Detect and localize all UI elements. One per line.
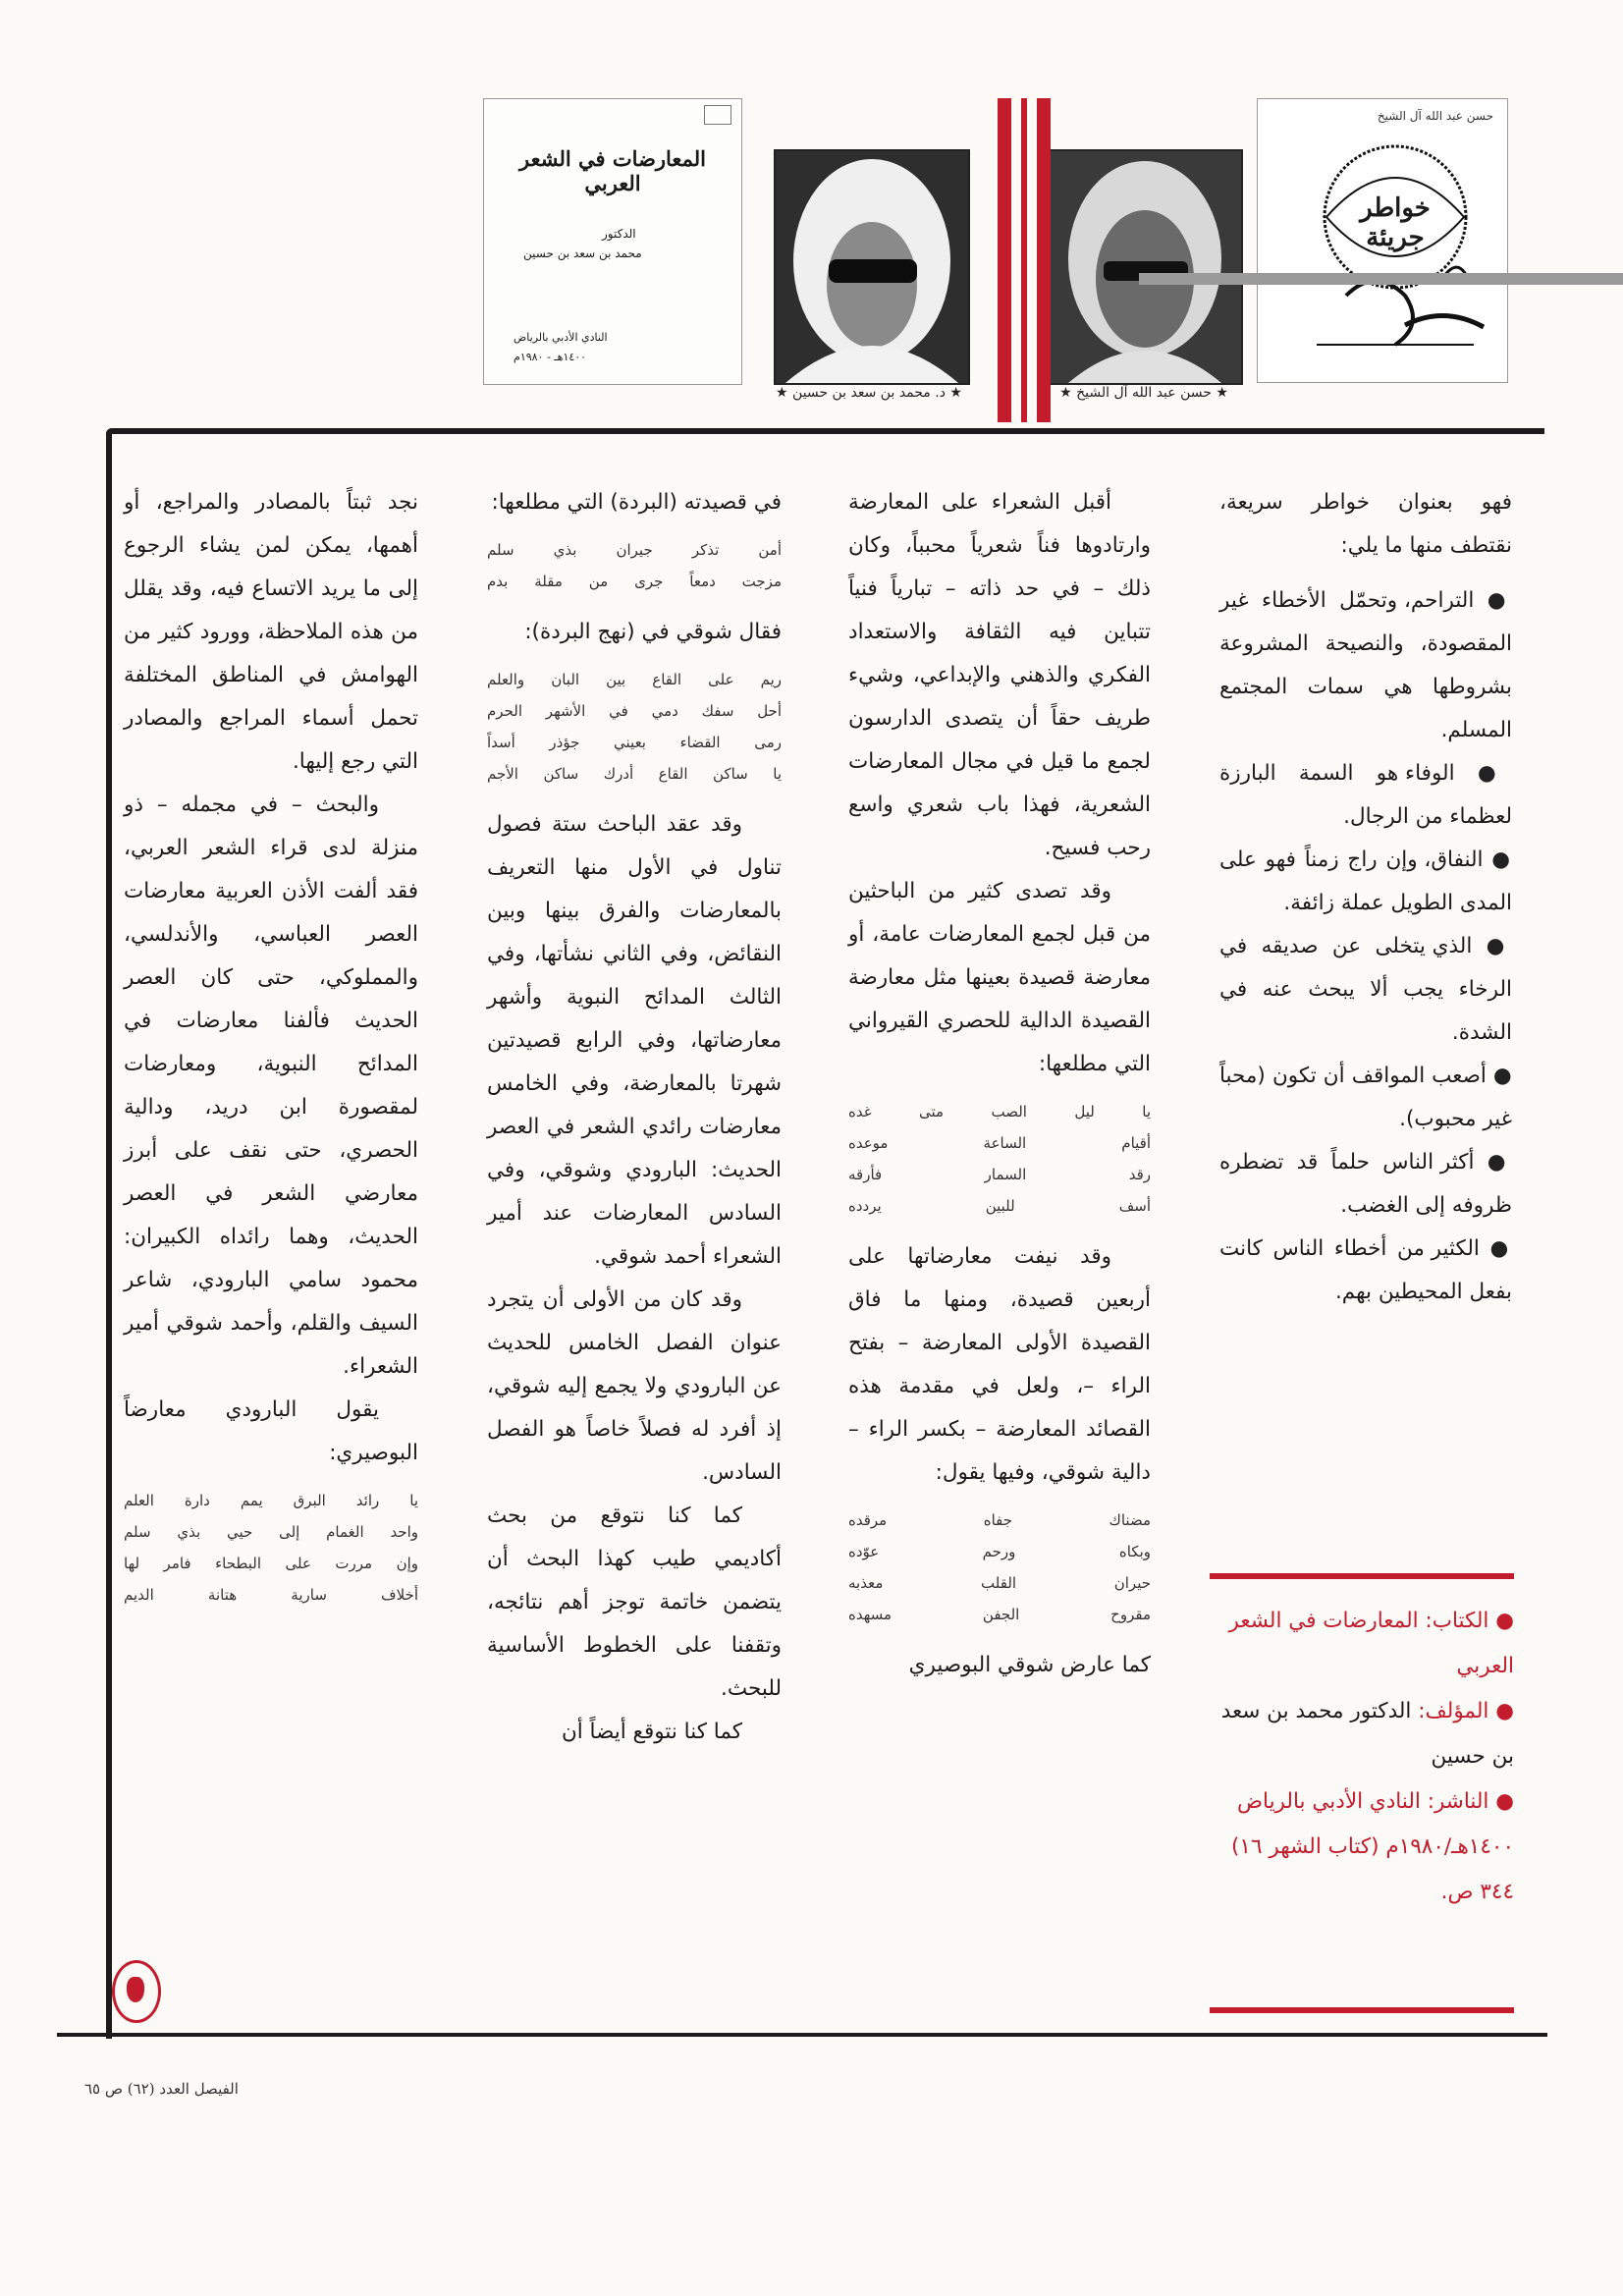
gray-rule <box>1139 273 1623 285</box>
cover-publisher: النادي الأدبي بالرياض <box>514 331 608 344</box>
portrait-image <box>776 151 968 383</box>
cover-emblem <box>704 105 731 125</box>
col2-paragraph: وقد تصدى كثير من الباحثين من قبل لجمع المعارضات عامة، أو معارضة قصيدة بعينها مثل معارضة القصيدة الدالية للحصري القيرواني التي مطلعها: <box>848 879 1151 1076</box>
col3-paragraph: في قصيدته (البردة) التي مطلعها: <box>491 490 782 515</box>
info-publisher: ● الناشر: النادي الأدبي بالرياض ١٤٠٠هـ/١٩٨٠م (كتاب الشهر ١٦) ٣٤٤ ص. <box>1231 1789 1514 1904</box>
cover-author: محمد بن سعد بن حسين <box>523 246 642 260</box>
bullet-icon: ● <box>1472 934 1512 958</box>
col2-paragraph: أقبل الشعراء على المعارضة وارتادوها فناً شعرياً محبباً، وكان ذلك – في حد ذاته – تبارياً فنياً تتباين فيه الثقافة والاستعداد الفكري والذهني والإبداعي، وشيء طريف حقاً أن يتصدى الدارسون لجمع ما قيل في مجال المعارضات الشعرية، فهذا باب شعري واسع رحب فسيح. <box>848 490 1151 860</box>
cover-author-label: الدكتور <box>602 227 636 241</box>
book-cover-khawatir <box>1257 98 1508 383</box>
red-divider-bars <box>988 98 1062 422</box>
col1-bullet: ● الكثير من أخطاء الناس كانت بفعل المحيطين بهم. <box>1219 1236 1512 1304</box>
col1-bullet: ● أكثر الناس حلماً قد تضطره ظروفه إلى الغضب. <box>1219 1150 1512 1218</box>
caption-right-pair: ★ حسن عبد الله آل الشيخ ★ <box>1059 385 1228 401</box>
col3-paragraph: وقد كان من الأولى أن يتجرد عنوان الفصل الخامس للحديث عن البارودي ولا يجمع إليه شوقي، إذ أفرد له فصلاً خاصاً هو الفصل السادس. <box>487 1287 782 1485</box>
cover-date: ١٤٠٠هـ - ١٩٨٠م <box>514 351 587 363</box>
frame-bottom-rule <box>57 2033 1547 2037</box>
bullet-icon: ● <box>1488 1699 1514 1723</box>
col1-bullet: ● أصعب المواقف أن تكون (محباً غير محبوب). <box>1219 1064 1512 1131</box>
col1-bullet: ● الوفاء هو السمة البارزة لعظماء من الرجال. <box>1219 761 1512 829</box>
book-info-box <box>1210 1573 1514 2013</box>
page-footer: الفيصل العدد (٦٢) ص ٦٥ <box>84 2080 239 2098</box>
frame-top-rule <box>106 428 1544 434</box>
portrait-image <box>1049 151 1241 383</box>
cover-top-text: حسن عبد الله آل الشيخ <box>1377 109 1493 123</box>
bullet-icon: ● <box>1454 761 1512 786</box>
bullet-icon: ● <box>1479 1236 1512 1261</box>
bullet-icon: ● <box>1474 1150 1512 1175</box>
column-3 <box>487 481 782 1754</box>
col3-verse-2: ريم على القاع بين البان والعلم أحل سفك دمي في الأشهر الحرم رمى القضاء بعيني جؤذر أسداً يا ساكن القاع أدرك ساكن الأجم <box>487 671 782 783</box>
col1-bullet: ● الذي يتخلى عن صديقه في الرخاء يجب ألا يبحث عنه في الشدة. <box>1219 934 1512 1045</box>
col4-paragraph: نجد ثبتاً بالمصادر والمراجع، أو أهمها، يمكن لمن يشاء الرجوع إلى ما يريد الاتساع فيه، وقد يقلل من هذه الملاحظة، وورود كثير من الهوامش في المناطق المختلفة تحمل أسماء المراجع والمصادر التي رجع إليها. <box>124 490 418 774</box>
info-book: ● الكتاب: المعارضات في الشعر العربي <box>1228 1609 1514 1678</box>
bullet-icon: ● <box>1486 1064 1512 1088</box>
col3-paragraph: وقد عقد الباحث ستة فصول تناول في الأول منها التعريف بالمعارضات والفرق بينها وبين النقائض، وفي الثاني نشأتها، وفي الثالث المدائح النبوية وأشهر معارضاتها، وفي الرابع قصيدتين شهرتا بالمعارضة، وفي الخامس معارضات رائدي الشعر في العصر الحديث: البارودي وشوقي، وفي السادس المعارضات عند أمير الشعراء أحمد شوقي. <box>487 812 782 1269</box>
col1-bullet: ● النفاق، وإن راج زمناً فهو على المدى الطويل عملة زائفة. <box>1219 847 1512 915</box>
page-marker-icon <box>112 1960 161 2023</box>
col2-verse-1: يا ليل الصب متى غده أقيام الساعة موعده رقد السمار فأرقه أسف للبين يردده <box>848 1103 1151 1215</box>
col2-verse-2: مضناك جفاه مرقده وبكاه ورحم عوّده حيران القلب معذبه مقروح الجفن مسهده <box>848 1511 1151 1623</box>
caption-left-pair: ★ د. محمد بن سعد بن حسين ★ <box>776 385 962 401</box>
cover-title: خواطر جريئة <box>1360 193 1431 252</box>
info-author: ● المؤلف: الدكتور محمد بن سعد بن حسين <box>1220 1699 1514 1769</box>
portrait-muhammad-bin-saad <box>774 149 970 385</box>
col4-paragraph: والبحث – في مجمله – ذو منزلة لدى قراء الشعر العربي، فقد ألفت الأذن العربية معارضات العصر العباسي، والأندلسي، والمملوكي، حتى كان العصر الحديث فألفنا معارضات في المدائح النبوية، ومعارضات لمقصورة ابن دريد، ودالية الحصري، حتى نقف على أبرز معارضي الشعر في العصر الحديث، وهما رائداه الكبيران: محمود سامي البارودي، شاعر السيف والقلم، وأحمد شوقي أمير الشعراء. <box>124 793 418 1379</box>
col1-bullet: ● التراحم، وتحمّل الأخطاء غير المقصودة، والنصيحة المشروعة بشروطها هي سمات المجتمع المسلم. <box>1219 588 1512 742</box>
col1-intro: فهو بعنوان خواطر سريعة، نقتطف منها ما يلي: <box>1219 490 1512 558</box>
col3-verse-1: أمن تذكر جيران بذي سلم مزجت دمعاً جرى من مقلة بدم <box>487 541 782 590</box>
column-1 <box>1219 481 1512 1314</box>
book-cover-muaradat <box>483 98 742 385</box>
bullet-icon: ● <box>1488 1609 1514 1633</box>
col4-paragraph: يقول البارودي معارضاً البوصيري: <box>124 1397 418 1465</box>
bullet-icon: ● <box>1488 1789 1514 1814</box>
cover-title: المعارضات في الشعر العربي <box>519 146 706 195</box>
frame-left-rule <box>106 428 112 2039</box>
col3-paragraph: كما كنا نتوقع أيضاً أن <box>561 1720 742 1744</box>
column-2 <box>848 481 1151 1687</box>
bullet-icon: ● <box>1474 588 1512 613</box>
bullet-icon: ● <box>1483 847 1512 872</box>
col2-paragraph: كما عارض شوقي البوصيري <box>908 1653 1151 1677</box>
col2-paragraph: وقد نيفت معارضاتها على أربعين قصيدة، ومنها ما فاق القصيدة الأولى المعارضة – بفتح الراء –، ولعل في مقدمة هذه القصائد المعارضة – بكسر الراء – دالية شوقي، وفيها يقول: <box>848 1244 1151 1485</box>
col4-verse: يا رائد البرق يمم دارة العلم واحد الغمام إلى حيي بذي سلم وإن مررت على البطحاء فامر لها أخلاف سارية هتانة الديم <box>124 1492 418 1604</box>
col3-paragraph: فقال شوقي في (نهج البردة): <box>524 620 782 644</box>
col3-paragraph: كما كنا نتوقع من بحث أكاديمي طيب كهذا البحث أن يتضمن خاتمة توجز أهم نتائجه، وتقفنا على الخطوط الأساسية للبحث. <box>487 1503 782 1701</box>
photo-strip <box>0 98 1623 422</box>
column-4 <box>124 481 418 1624</box>
portrait-hassan-al-sheikh <box>1047 149 1243 385</box>
